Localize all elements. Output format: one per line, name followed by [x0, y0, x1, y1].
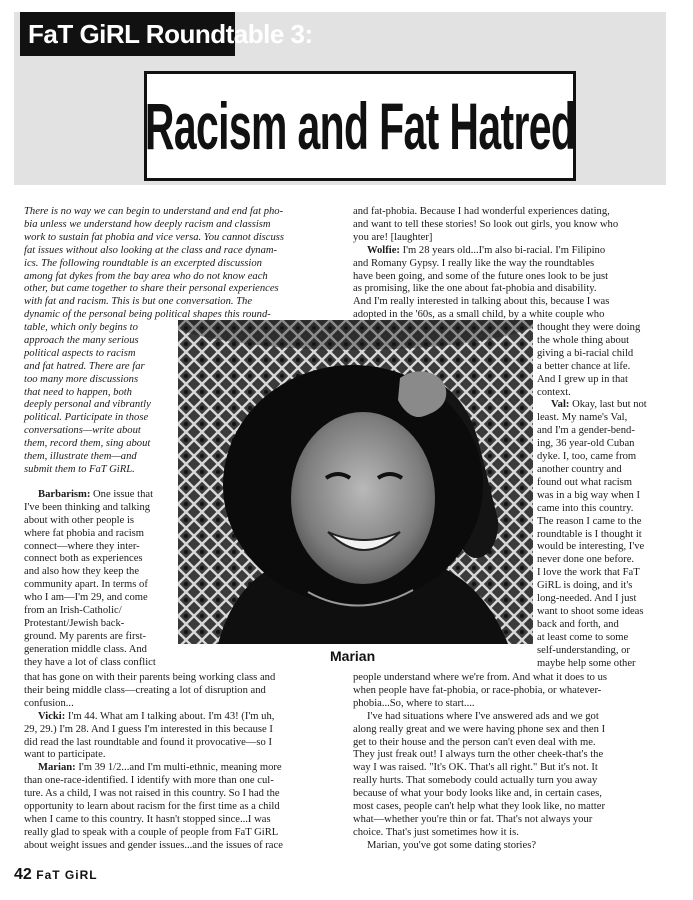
text-line: who I am—I'm 29, and come — [24, 592, 148, 604]
text-line: as promising, like the one about fat-phobia and disability. — [353, 283, 597, 295]
text-line: conversations—write about — [24, 425, 141, 437]
text-line: work to sustain fat phobia and vice versa. You cannot discuss — [24, 231, 285, 243]
speaker-text: I'm 44. What am I talking about. I'm 43! (I'm uh, — [65, 710, 275, 722]
text-line: Protestant/Jewish back- — [24, 617, 125, 629]
text-line: opportunity to learn about racism for the first time as a child — [24, 801, 280, 813]
speaker-name: Wolfie: — [367, 244, 400, 256]
text-line: they have a lot of class conflict — [24, 656, 156, 668]
text-line: from an Irish-Catholic/ — [24, 605, 122, 617]
text-line: really hurts. That somebody could actually turn you away — [353, 775, 598, 787]
text-line: the whole thing about — [537, 334, 630, 346]
text-line: connect—where they inter- — [24, 540, 140, 552]
text-line: about weight issues and gender issues...and the issues of race — [24, 839, 283, 851]
speaker-text: Okay, last but not — [569, 399, 647, 411]
text-line: context. — [537, 386, 571, 398]
text-line: really glad to speak with a couple of people from FaT GiRL — [24, 826, 279, 838]
text-line: ics. The following roundtable is an excerpted discussion — [24, 257, 262, 269]
magazine-name: FaT GiRL — [36, 868, 98, 882]
text-line: 29, 29.) I'm 28. And I guess I'm interested in this because I — [24, 723, 273, 735]
text-line: There is no way we can begin to understand and end fat pho- — [24, 206, 284, 217]
text-line: want to participate. — [24, 749, 106, 761]
page-number: 42 — [14, 866, 32, 883]
page-folio — [14, 866, 98, 884]
text-line: along really great and we were having phone sex and then I — [353, 723, 606, 735]
text-line: bia unless we understand how deeply racism and classism — [24, 218, 271, 230]
text-line: self-understanding, or — [537, 644, 630, 656]
column1-wrap-text — [24, 322, 176, 670]
text-line: ground. My parents are first- — [24, 630, 147, 642]
text-line: And I'm really interested in talking about this, because I was — [353, 296, 610, 308]
text-line: dynamic of the personal being political shapes this round- — [24, 309, 271, 321]
text-line: deeply personal and vibrantly — [24, 399, 151, 411]
text-line: and want to tell these stories! So look out girls, you know who — [353, 218, 619, 230]
text-line: what—whether you're thin or fat. That's not always your — [353, 813, 593, 825]
text-line: them, illustrate them—and — [24, 451, 137, 463]
text-line: and also how they keep the — [24, 566, 140, 578]
speaker-text: I'm 39 1/2...and I'm multi-ethnic, meaning more — [75, 762, 282, 774]
text-line: way I was raised. "It's OK. That's all right." But it's not. It — [353, 762, 598, 774]
speaker-text: One issue that — [90, 488, 154, 500]
text-line: found out what racism — [537, 476, 633, 488]
text-line: and I'm a gender-bend- — [537, 425, 635, 437]
series-title — [20, 12, 313, 56]
text-line: giving a bi-racial child — [537, 347, 634, 359]
text-line: GiRL is doing, and it's — [537, 580, 633, 592]
intro-text — [24, 206, 342, 322]
text-line: at least come to some — [537, 631, 629, 643]
text-line: generation middle class. And — [24, 643, 147, 655]
article-title: Racism and Fat Hatred — [144, 89, 576, 163]
text-line: have been going, and some of the future ones look to be just — [353, 270, 609, 282]
photo-illustration — [178, 320, 533, 644]
speaker-line — [353, 245, 671, 258]
text-line: never done one before. — [537, 554, 635, 566]
text-line: And I grew up in that — [537, 373, 628, 385]
text-line: most cases, people can't help what they look like, no matter — [353, 801, 605, 813]
column2-top-text — [353, 206, 671, 322]
text-line: confusion... — [24, 697, 74, 709]
text-line: a better chance at life. — [537, 360, 631, 372]
text-line: about with other people is — [24, 514, 135, 526]
speaker-line — [24, 489, 176, 502]
text-line: with fat and racism. This is but one conversation. The — [24, 296, 253, 308]
text-line: Marian, you've got some dating stories? — [367, 839, 537, 851]
text-line: that need to happen, both — [24, 386, 132, 398]
text-line: came into this country. — [537, 502, 634, 514]
text-line: community apart. In terms of — [24, 579, 148, 591]
text-line: political aspects to racism — [24, 347, 136, 359]
column1-bottom-text — [24, 672, 342, 853]
text-line: ing, 36 year-old Cuban — [537, 438, 635, 450]
text-line: would be interesting, I've — [537, 541, 645, 553]
text-line: approach the many serious — [24, 334, 139, 346]
marian-photo — [178, 320, 533, 644]
text-line: was in a big way when I — [537, 489, 640, 501]
column2-wrap-text — [537, 322, 670, 670]
text-line: did read the last roundtable and found it provocative—so I — [24, 736, 273, 748]
text-line: want to shoot some ideas — [537, 605, 644, 617]
text-line: that has gone on with their parents being working class and — [24, 672, 276, 683]
text-line: fat issues without also looking at the class and race dynam- — [24, 244, 278, 256]
text-line: least. My name's Val, — [537, 412, 628, 424]
text-line: and fat-phobia. Because I had wonderful experiences dating, — [353, 206, 610, 217]
text-line: back and forth, and — [537, 618, 619, 630]
text-line: maybe help some other — [537, 657, 636, 669]
text-line: phobia...So, where to start.... — [353, 697, 475, 709]
intro-continued — [24, 322, 176, 477]
text-line: roundtable is I thought it — [537, 528, 642, 540]
speaker-name: Vicki: — [38, 710, 66, 722]
text-line: adopted in the '60s, as a small child, by a white couple who — [353, 309, 605, 321]
text-line: dyke. I, too, came from — [537, 451, 637, 463]
text-line: other, but came together to share their personal experiences — [24, 283, 279, 295]
text-line: when people have fat-phobia, or race-phobia, or whatever- — [353, 684, 602, 696]
text-line: when I came to this country. It hasn't stopped since...I was — [24, 813, 271, 825]
text-line: thought they were doing — [537, 322, 641, 333]
text-line: table, which only begins to — [24, 322, 138, 333]
text-line: I've been thinking and talking — [24, 501, 151, 513]
article-title-box — [144, 71, 576, 181]
column2-bottom-text — [353, 672, 671, 853]
text-line: submit them to FaT GiRL. — [24, 463, 135, 475]
text-line: choice. That's just sometimes how it is. — [353, 826, 519, 838]
speaker-line — [24, 711, 342, 724]
speaker-name: Barbarism: — [38, 488, 91, 500]
text-line: where fat phobia and racism — [24, 527, 145, 539]
text-line: The reason I came to the — [537, 515, 642, 527]
speaker-line — [24, 762, 342, 775]
text-line: and Romany Gypsy. I really like the way the roundtables — [353, 257, 595, 269]
text-line: than one-race-identified. I identify with more than one cul- — [24, 775, 274, 787]
text-line: too many more discussions — [24, 373, 139, 385]
text-line: ture. As a child, I was not raised in this country. So I had the — [24, 788, 280, 800]
series-title-text: FaT GiRL Roundtable 3: — [28, 19, 313, 49]
text-line: their being middle class—creating a lot of disruption and — [24, 684, 266, 696]
text-line: you are! [laughter] — [353, 231, 433, 243]
text-line: They just freak out! I always turn the other cheek-that's the — [353, 749, 604, 761]
photo-caption: Marian — [330, 648, 376, 664]
spacer — [24, 477, 176, 489]
speaker-text: I'm 28 years old...I'm also bi-racial. I'm Filipino — [399, 244, 606, 256]
text-line: I love the work that FaT — [537, 567, 640, 579]
speaker-line — [537, 399, 670, 412]
text-line: people understand where we're from. And what it does to us — [353, 672, 608, 683]
text-line: another country and — [537, 463, 622, 475]
text-line: connect both as experiences — [24, 553, 143, 565]
text-line: because of what your body looks like and, in certain cases, — [353, 788, 602, 800]
speaker-name: Marian: — [38, 762, 76, 774]
text-line: get to their house and the person can't even deal with me. — [353, 736, 596, 748]
text-line: and fat hatred. There are far — [24, 360, 145, 372]
text-line: long-needed. And I just — [537, 593, 637, 605]
text-line: among fat dykes from the bay area who do not know each — [24, 270, 268, 282]
text-line: political. Participate in those — [24, 412, 149, 424]
text-line: them, record them, sing about — [24, 438, 151, 450]
text-line: I've had situations where I've answered ads and we got — [367, 710, 599, 722]
speaker-name: Val: — [551, 399, 570, 411]
